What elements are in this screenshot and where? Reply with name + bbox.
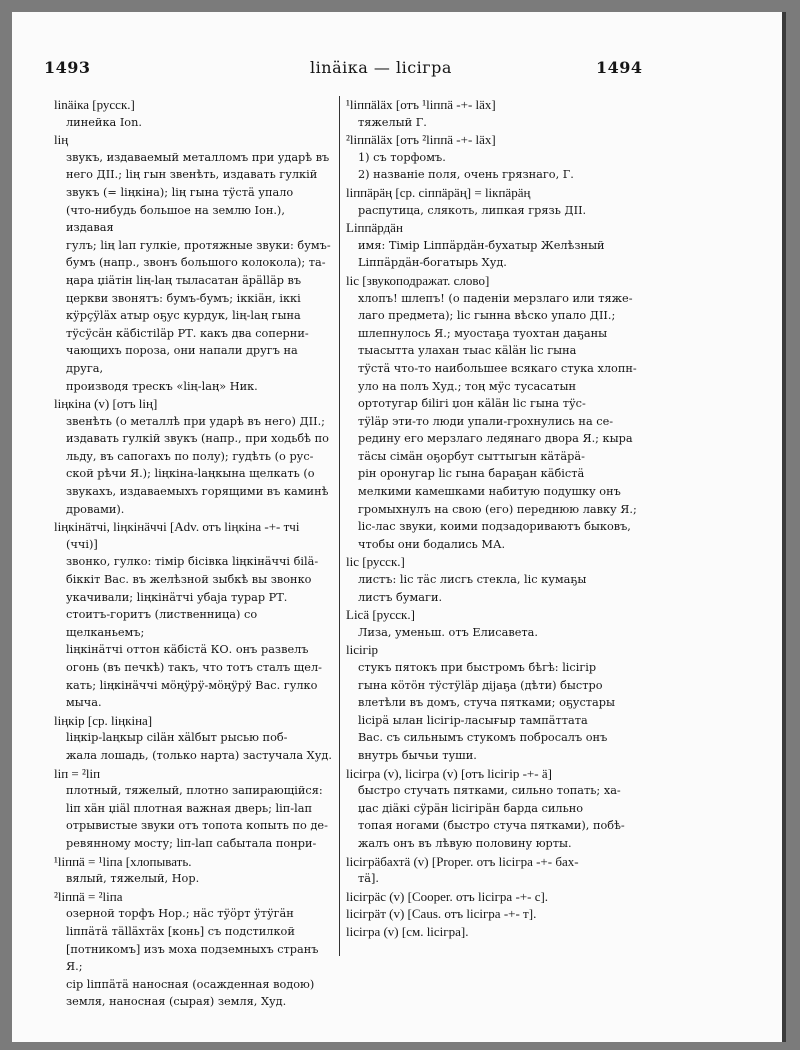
entry-definition-line: издавать гулкiй звукъ (напр., при ходьбѣ по [66, 432, 329, 446]
dictionary-entry [346, 606, 638, 641]
dictionary-entry [346, 765, 638, 853]
dictionary-entry [54, 131, 336, 395]
entry-definition-line: озерной торфъ Нор.; нӓс тӱӧрт ӱтӱгӓн [66, 907, 294, 921]
entry-headword: lіс [звукоподражат. слово] [346, 272, 490, 288]
entry-definition-line: топая ногами (быстро стуча пятками), побѣ- [358, 819, 625, 833]
entry-definition-line: тӓ]. [358, 872, 379, 886]
entry-headword: lіп = ²lіп [54, 765, 101, 781]
entry-definition-line: [потникомъ] изъ моха подземныхъ странъ Я.; [66, 942, 319, 974]
dictionary-entry [54, 712, 336, 765]
entry-definition-line: lісірӓ ылан lісігір-ласығыр тампӓттата [358, 713, 588, 727]
dictionary-entry [54, 518, 336, 712]
left-column [54, 96, 336, 1011]
entry-definition-line: плотный, тяжелый, плотно запирающiйся: [66, 784, 323, 798]
entry-definition-line: ңара џіӓтін lің-lаң тыласатан ӓрӓllӓр въ [66, 273, 302, 287]
entry-definition-line: стукъ пятокъ при быстромъ бѣгѣ: lісігір [358, 661, 597, 674]
entry-definition-line: 1) съ торфомъ. [358, 150, 446, 164]
entry-headword: lіс [русск.] [346, 554, 405, 570]
entry-headword: lіnӓіка [русск.] [54, 97, 135, 112]
entry-definition-line: внутрь бычьи туши. [358, 748, 477, 762]
entry-definition-line: чтобы они бодались МА. [358, 537, 506, 551]
entry-definition-line: льду, въ сапогахъ по полу); гудѣть (о рус- [66, 449, 314, 463]
entry-headword: ¹lіппӓlӓх [отъ ¹lіппӓ -+- lӓх] [346, 97, 496, 112]
dictionary-entry [346, 184, 638, 219]
dictionary-entry [54, 765, 336, 853]
right-column [346, 96, 638, 941]
dictionary-entry [346, 131, 638, 184]
entry-headword: lісігрӓс (v) [Cooper. отъ lісігра -+- с]. [346, 888, 549, 904]
entry-definition-line: стоитъ-горитъ (лиственница) со щелканьемъ; [66, 608, 258, 639]
entry-definition-line: звукъ, издаваемый металломъ при ударѣ въ [66, 150, 330, 164]
entry-headword: ¹lіппӓ = ¹lіпа [хлопывать. [54, 853, 192, 869]
entry-definition-line: Вас. съ сильнымъ стукомъ побросалъ онъ [358, 731, 608, 745]
entry-definition-line: имя: Тімір Lіппӓрдӓн-бухатыр Желѣзный [358, 238, 605, 252]
entry-definition-line: Lіппӓрдӓн-богатырь Худ. [358, 256, 507, 270]
entry-definition-line: 2) названiе поля, очень грязнаго, Г. [358, 168, 574, 182]
entry-definition-line: тыасытта улахан тыас кӓlӓн lіс гына [358, 344, 577, 358]
dictionary-entry [346, 923, 638, 941]
entry-headword: lісігрӓт (v) [Caus. отъ lісігра -+- т]. [346, 906, 537, 922]
dictionary-entry [54, 395, 336, 518]
entry-definition-line: шлепнулось Я.; муостаҕа туохтан даҕаны [358, 326, 608, 340]
entry-definition-line: церкви звонятъ: бумъ-бумъ; іккіӓн, іккі [66, 291, 301, 305]
entry-definition-line: кать; lіңкінӓччі мӧңӱрӱ-мӧңӱрӱ Вас. гулко [66, 678, 318, 692]
entry-definition-line: ской рѣчи Я.); lіңкіна-lаңкына щелкать (о [66, 467, 315, 481]
entry-definition-line: ортотугар біlігі џон кӓlӓн lіс гына тӱс- [358, 397, 586, 411]
entry-definition-line: lіс-лас звуки, коими подзадориваютъ быковъ, [358, 520, 631, 534]
entry-definition-line: жала лошадь, (только нарта) застучала Худ. [66, 748, 332, 762]
entry-definition-line: укачивали; lіңкінӓтчі убаја турар РТ. [66, 590, 288, 604]
entry-definition-line: линейка Ion. [66, 115, 142, 129]
entry-definition-line: уло на полъ Худ.; тоң мӱс тусасатын [358, 379, 577, 393]
entry-definition-line: отрывистые звуки отъ топота копыть по де- [66, 819, 328, 833]
entry-definition-line: (ччі)] [66, 537, 98, 551]
entry-definition-line: звукахъ, издаваемыхъ горящими въ каминѣ [66, 485, 329, 499]
entry-headword: lің [54, 132, 69, 148]
page-number-right: 1494 [596, 58, 643, 77]
entry-definition-line: листъ бумаги. [358, 590, 443, 604]
dictionary-entry [346, 888, 638, 906]
entry-definition-line: распутица, слякоть, липкая грязь ДІІ. [358, 203, 587, 217]
entry-definition-line: листъ: lіс тӓс лисгь стекла, lіс кумаҕы [358, 573, 587, 587]
entry-definition-line: біккіт Вас. въ желѣзной зыбкѣ вы звонко [66, 573, 312, 587]
entry-definition-line: лаго предмета); lіс гынна вѣско упало ДІІ.; [358, 309, 616, 323]
entry-headword: Lісӓ [русск.] [346, 607, 415, 623]
entry-definition-line: производя трескъ «lің-lаң» Ник. [66, 379, 258, 393]
entry-definition-line: быстро стучать пятками, сильно топать; ха- [358, 784, 621, 798]
entry-definition-line: тяжелый Г. [358, 115, 427, 129]
entry-definition-line: него ДІІ.; lің гын звенѣть, издавать гулкiй [66, 168, 318, 182]
entry-definition-line: громыхнулъ на свою (его) переднюю лавку Я.; [358, 502, 637, 516]
entry-definition-line: lіппӓтӓ тӓllӓхтӓх [конь] съ подстилкой [66, 924, 295, 938]
entry-definition-line: жалъ онъ въ лѣвую половину юрты. [358, 836, 572, 850]
entry-definition-line: тӱlӓр эти-то люди упали-грохнулись на се- [358, 414, 614, 428]
entry-definition-line: звонко, гулко: тімір бісівка lіңкінӓччі біlӓ- [66, 555, 319, 569]
entry-headword: lіңкір [ср. lіңкіна] [54, 712, 153, 728]
entry-definition-line: lіңкінӓтчі оттон кӓбістӓ КО. онъ развелъ [66, 643, 309, 657]
entry-headword: lісігра (v) [см. lісігра]. [346, 923, 469, 939]
entry-definition-line: ревянному мосту; lіп-lап сабытала понри- [66, 836, 317, 850]
entry-definition-line: хлопъ! шлепъ! (о паденiи мерзлаго или тяже- [358, 291, 633, 305]
entry-definition-line: lіп хӓн џіӓl плотная важная дверь; lіп-lап [66, 801, 312, 815]
entry-definition-line: Лиза, уменьш. отъ Елисавета. [358, 625, 538, 639]
entry-headword: lісігрӓбахтӓ (v) [Proper. отъ lісігра -+- бах- [346, 853, 579, 869]
entry-definition-line: дровами). [66, 502, 125, 516]
entry-definition-line: сір lіппӓтӓ наносная (осажденная водою) [66, 977, 315, 991]
entry-headword: ²lіппӓ = ²lіпа [54, 888, 123, 904]
entry-definition-line: влетѣли въ домъ, стуча пятками; оҕустары [358, 696, 615, 710]
entry-definition-line: земля, наносная (сырая) земля, Худ. [66, 995, 287, 1009]
dictionary-entry [54, 96, 336, 131]
dictionary-entry [346, 905, 638, 923]
column-divider [339, 96, 340, 956]
dictionary-entry [346, 272, 638, 554]
entry-definition-line: звенѣть (о металлѣ при ударѣ въ него) ДІІ.; [66, 414, 325, 428]
dictionary-entry [346, 219, 638, 272]
dictionary-entry [346, 641, 638, 764]
entry-definition-line: звукъ (= lіңкіна); lің гына тӱстӓ упало [66, 185, 294, 199]
entry-headword: lіңкінӓтчі, lіңкінӓччі [Adv. отъ lіңкіна -+- тчі [54, 519, 300, 535]
entry-headword: lісігра (v), lісігра (v) [отъ lісігір -+- ӓ] [346, 765, 552, 781]
entry-definition-line: огонь (въ печкѣ) такъ, что тотъ сталъ щел- [66, 661, 322, 674]
entry-headword: lісігір [346, 642, 379, 658]
entry-definition-line: гулъ; lің lап гулкiе, протяжные звуки: бумъ- [66, 238, 331, 252]
entry-definition-line: чающихъ пороза, они напали другъ на друга, [66, 344, 298, 375]
entry-definition-line: (что-нибудь большое на землю Іон.), издавая [66, 203, 285, 235]
entry-headword: ²lіппӓlӓх [отъ ²lіппӓ -+- lӓх] [346, 132, 496, 148]
entry-definition-line: вялый, тяжелый, Нор. [66, 872, 200, 886]
entry-definition-line: тӓсы сімӓн оҕорбут сыттыгын кӓтӓрӓ- [358, 449, 585, 463]
entry-definition-line: кӱрҫӱlӓх атыр оҕус курдук, lің-lаң гына [66, 309, 301, 323]
page-number-left: 1493 [44, 58, 91, 77]
dictionary-entry [346, 553, 638, 606]
entry-definition-line: џас діӓкі сӱрӓн lісігірӓн барда сильно [358, 801, 584, 815]
entry-definition-line: рін оронугар lіс гына бараҕан кӓбістӓ [358, 467, 585, 481]
entry-definition-line: тӱсӱсӓн кӓбістіlӓр РТ. какъ два соперни- [66, 326, 309, 340]
dictionary-entry [346, 853, 638, 888]
entry-definition-line: тӱстӓ что-то наибольшее всякаго стука хлопн- [358, 361, 637, 375]
entry-headword: Lіппӓрдӓн [346, 220, 403, 236]
running-title: lіnӓіка — lісігра [310, 58, 452, 77]
entry-headword: lіңкіна (v) [отъ lің] [54, 396, 158, 412]
dictionary-entry [54, 853, 336, 888]
entry-definition-line: редину его мерзлаго ледянаго двора Я.; кыра [358, 432, 633, 446]
entry-definition-line: бумъ (напр., звонъ большого колокола); та- [66, 256, 326, 270]
dictionary-entry [346, 96, 638, 131]
entry-definition-line: lіңкір-lаңкыр сіlӓн хӓlбыт рысью поб- [66, 731, 288, 745]
entry-definition-line: мелкими камешками набитую подушку онъ [358, 485, 621, 499]
entry-definition-line: гына кӧтӧн тӱстӱlӓр діјаҕа (дѣти) быстро [358, 678, 603, 692]
entry-headword: lіппӓрӓң [ср. сіппӓрӓң] = lікпӓрӓң [346, 184, 531, 200]
dictionary-entry [54, 888, 336, 1011]
entry-definition-line: мыча. [66, 696, 102, 710]
